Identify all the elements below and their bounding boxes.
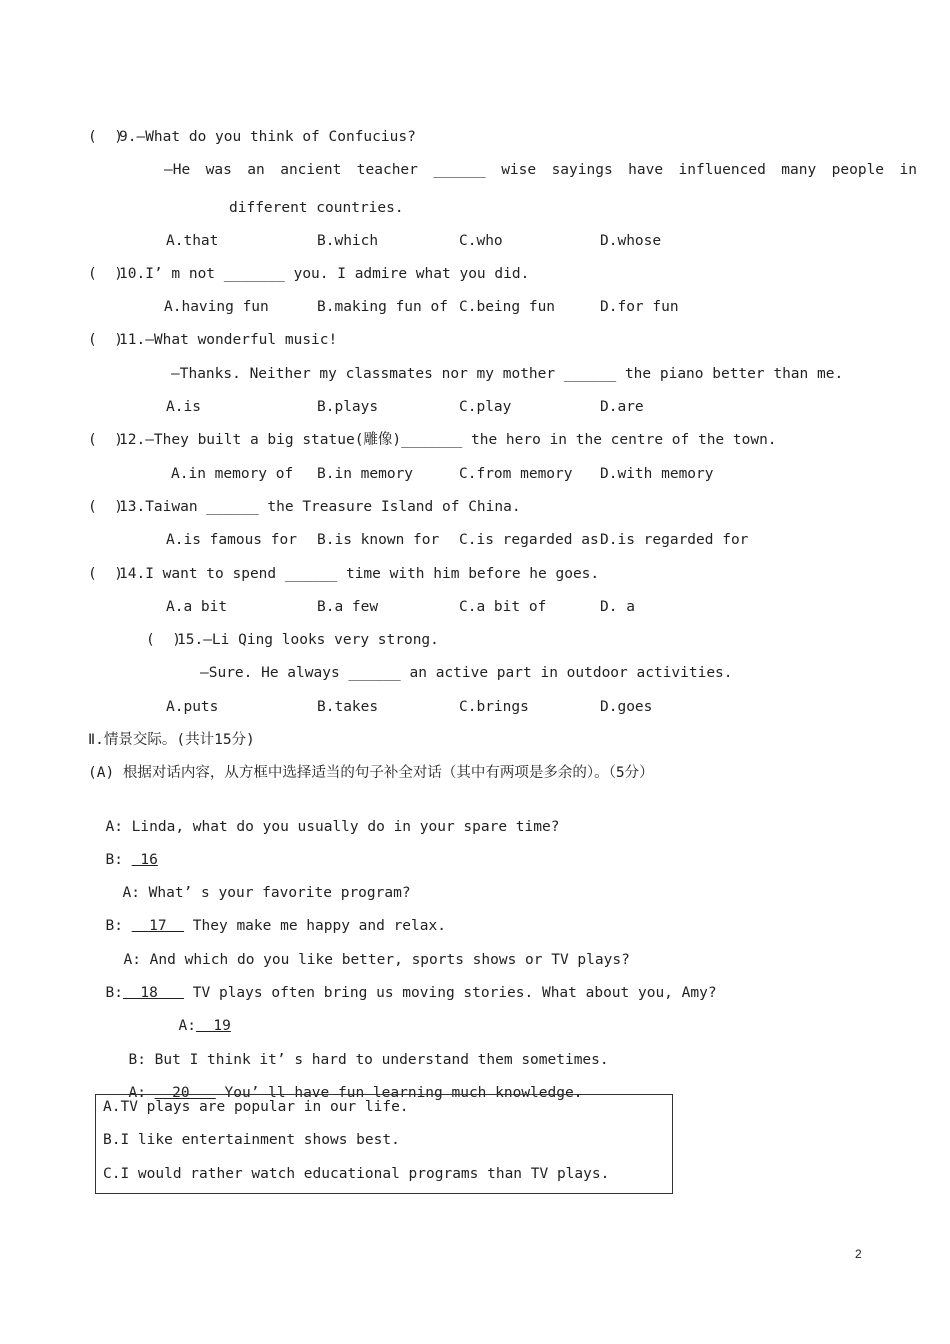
question-12-option-b: B.in memory xyxy=(317,466,414,482)
speaker: A: xyxy=(123,952,141,968)
box-option-b: B.I like entertainment shows best. xyxy=(103,1132,400,1148)
question-9-option-d: D.whose xyxy=(600,233,662,249)
question-12-option-a: A.in memory of xyxy=(171,466,294,482)
speaker: B: xyxy=(105,985,123,1001)
question-13-paren: ( ) xyxy=(88,499,123,515)
question-9-stem: 9.—What do you think of Confucius? xyxy=(119,129,416,145)
dialogue-text: What’ s your favorite program? xyxy=(148,885,411,901)
question-14-stem: 14.I want to spend ______ time with him before he goes. xyxy=(119,566,600,582)
question-14-option-a: A.a bit xyxy=(166,599,228,615)
question-11-paren: ( ) xyxy=(88,332,123,348)
question-15-option-b: B.takes xyxy=(317,699,379,715)
question-13-option-a: A.is famous for xyxy=(166,532,297,548)
question-12-stem: 12.—They built a big statue(雕像)_______ the hero in the centre of the town. xyxy=(119,432,777,448)
question-15-option-a: A.puts xyxy=(166,699,219,715)
section-instruction: (A) 根据对话内容，从方框中选择适当的句子补全对话（其中有两项是多余的）。（5分） xyxy=(88,765,654,781)
question-14-option-b: B.a few xyxy=(317,599,379,615)
question-12-option-c: C.from memory xyxy=(459,466,573,482)
blank-18: 18 xyxy=(122,985,185,1001)
question-14-option-d: D. a xyxy=(600,599,635,615)
question-11-stem: 11.—What wonderful music! xyxy=(119,332,338,348)
question-13-option-b: B.is known for xyxy=(317,532,440,548)
dialogue-text: TV plays often bring us moving stories. What about you, Amy? xyxy=(184,985,717,1001)
box-option-c: C.I would rather watch educational programs than TV plays. xyxy=(103,1166,610,1182)
question-10-option-c: C.being fun xyxy=(459,299,556,315)
question-12-paren: ( ) xyxy=(88,432,123,448)
section-title: Ⅱ.情景交际。(共计15分) xyxy=(88,732,255,748)
blank-17: 17 xyxy=(131,918,185,934)
dialogue-text: You’ ll have fun learning much knowledge. xyxy=(215,1085,583,1101)
speaker: A: xyxy=(105,819,123,835)
question-12-option-d: D.with memory xyxy=(600,466,714,482)
question-13-option-c: C.is regarded as xyxy=(459,532,599,548)
box-option-a: A.TV plays are popular in our life. xyxy=(103,1099,409,1115)
question-11-option-c: C.play xyxy=(459,399,512,415)
question-15-reply: —Sure. He always ______ an active part in outdoor activities. xyxy=(200,665,733,681)
question-11-option-b: B.plays xyxy=(317,399,379,415)
question-14-option-c: C.a bit of xyxy=(459,599,547,615)
question-11-option-d: D.are xyxy=(600,399,644,415)
question-15-stem: 15.—Li Qing looks very strong. xyxy=(177,632,439,648)
dialogue-text: They make me happy and relax. xyxy=(184,918,446,934)
question-9-option-b: B.which xyxy=(317,233,379,249)
blank-20: 20 xyxy=(154,1085,216,1101)
question-10-paren: ( ) xyxy=(88,266,123,282)
dialogue-text: And which do you like better, sports shows or TV plays? xyxy=(149,952,630,968)
question-11-reply: —Thanks. Neither my classmates nor my mother ______ the piano better than me. xyxy=(171,366,844,382)
blank-19: 19 xyxy=(195,1018,231,1034)
question-15-option-c: C.brings xyxy=(459,699,529,715)
question-11-option-a: A.is xyxy=(166,399,201,415)
dialogue-text: But I think it’ s hard to understand them sometimes. xyxy=(154,1052,609,1068)
question-10-option-a: A.having fun xyxy=(164,299,269,315)
question-9-option-c: C.who xyxy=(459,233,503,249)
dialogue-line-1 xyxy=(88,797,559,837)
speaker: A: xyxy=(178,1018,196,1034)
question-10-option-d: D.for fun xyxy=(600,299,679,315)
question-10-option-b: B.making fun of xyxy=(317,299,448,315)
question-15-paren: ( ) xyxy=(146,632,181,648)
speaker: B: xyxy=(105,918,123,934)
question-13-option-d: D.is regarded for xyxy=(600,532,749,548)
speaker: A: xyxy=(128,1085,146,1101)
question-13-stem: 13.Taiwan ______ the Treasure Island of China. xyxy=(119,499,521,515)
question-9-reply-line2: different countries. xyxy=(229,200,404,216)
question-15-option-d: D.goes xyxy=(600,699,653,715)
question-9-paren: ( ) xyxy=(88,129,123,145)
question-14-paren: ( ) xyxy=(88,566,123,582)
speaker: B: xyxy=(128,1052,146,1068)
speaker: A: xyxy=(122,885,140,901)
question-10-stem: 10.I’ m not _______ you. I admire what you did. xyxy=(119,266,530,282)
question-9-reply-line1: —He was an ancient teacher ______ wise sayings have influenced many people in xyxy=(164,162,917,178)
dialogue-text: Linda, what do you usually do in your spare time? xyxy=(131,819,560,835)
speaker: B: xyxy=(105,852,123,868)
blank-16: 16 xyxy=(131,852,158,868)
question-9-option-a: A.that xyxy=(166,233,219,249)
page-number: 2 xyxy=(855,1247,862,1261)
